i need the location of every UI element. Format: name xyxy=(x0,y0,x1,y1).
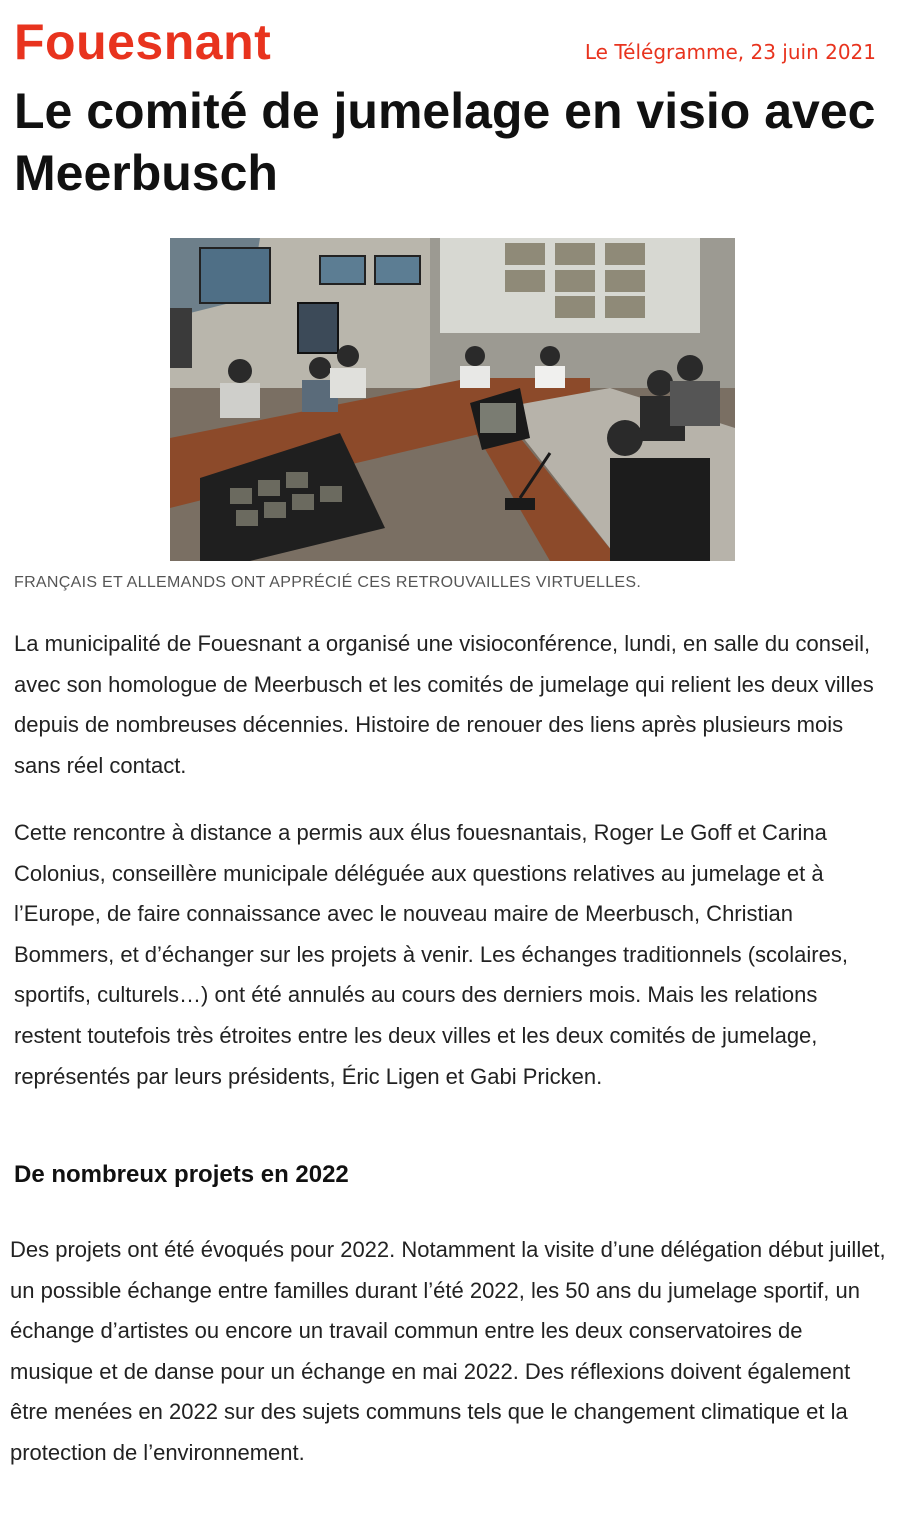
article-header xyxy=(14,12,886,72)
article-paragraph: Des projets ont été évoqués pour 2022. Notamment la visite d’une délégation début juillet, un possible échange entre familles durant l’été 2022, les 50 ans du jumelage sportif, un échange d’artistes ou encore un travail commun entre les deux conservatoires de musique et de danse pour un échange en mai 2022. Des réflexions doivent également être menées en 2022 sur des sujets communs tels que le changement climatique et la protection de l’environnement. xyxy=(10,1237,886,1465)
article-subheading: De nombreux projets en 2022 xyxy=(14,1161,349,1188)
article-photo xyxy=(170,238,735,561)
section-title: Fouesnant xyxy=(14,14,272,70)
photo-caption: FRANÇAIS ET ALLEMANDS ONT APPRÉCIÉ CES RETROUVAILLES VIRTUELLES. xyxy=(14,574,642,591)
article-paragraph: La municipalité de Fouesnant a organisé une visioconférence, lundi, en salle du conseil, avec son homologue de Meerbusch et les comités de jumelage qui relient les deux villes depuis de nombreuses décennies. Histoire de renouer des liens après plusieurs mois sans réel contact. xyxy=(14,631,874,778)
article-title: Le comité de jumelage en visio avec Meerbusch xyxy=(14,83,876,201)
meeting-room-photo xyxy=(170,238,735,561)
source-dateline: Le Télégramme, 23 juin 2021 xyxy=(584,40,876,64)
article-paragraph: Cette rencontre à distance a permis aux élus fouesnantais, Roger Le Goff et Carina Colonius, conseillère municipale déléguée aux questions relatives au jumelage et à l’Europe, de faire connaissance avec le nouveau maire de Meerbusch, Christian Bommers, et d’échanger sur les projets à venir. Les échanges traditionnels (scolaires, sportifs, culturels…) ont été annulés au cours des derniers mois. Mais les relations restent toutefois très étroites entre les deux villes et les deux comités de jumelage, représentés par leurs présidents, Éric Ligen et Gabi Pricken. xyxy=(14,820,848,1089)
